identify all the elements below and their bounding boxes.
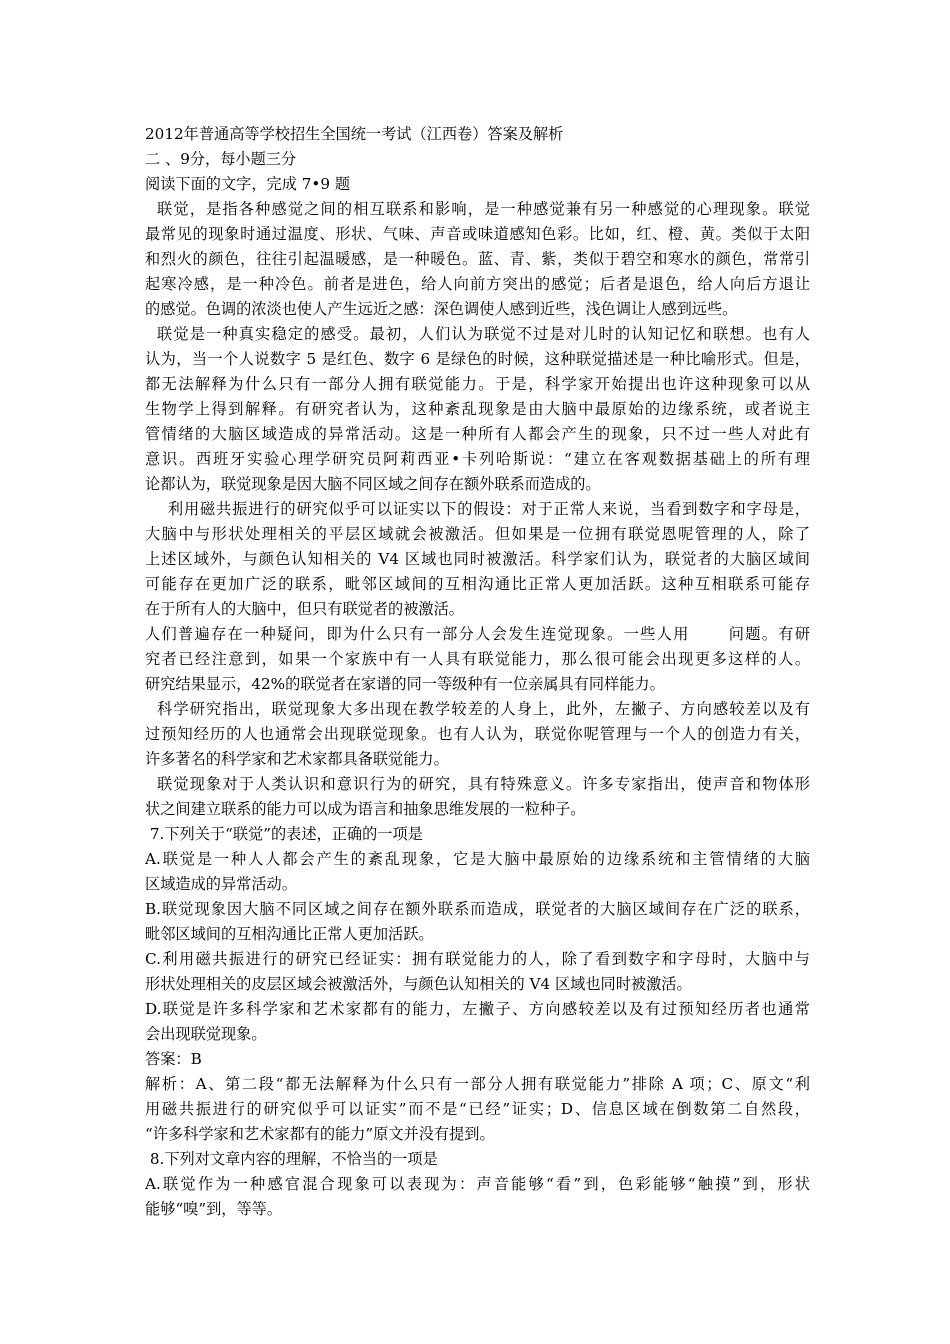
text-line: 最常见的现象时通过温度、形状、气味、声音或味道感知色彩。比如，红、橙、黄。类似于太阳 <box>145 225 810 243</box>
text-line: 会出现联觉现象。 <box>145 1025 267 1043</box>
text-line: “许多科学家和艺术家都有的能力”原文并没有提到。 <box>145 1125 495 1143</box>
text-line: B.联觉现象因大脑不同区域之间存在额外联系而造成，联觉者的大脑区域间存在广泛的联系， <box>145 900 810 918</box>
text-line: 7.下列关于“联觉”的表述，正确的一项是 <box>145 825 423 843</box>
text-line: 可能存在更加广泛的联系，毗邻区域间的互相沟通比正常人更加活跃。这种互相联系可能存 <box>145 575 810 593</box>
text-line: A.联觉作为一种感官混合现象可以表现为：声音能够“看”到，色彩能够“触摸”到，形状 <box>145 1175 810 1193</box>
text-line: 认为，当一个人说数字 5 是红色、数字 6 是绿色的时候，这种联觉描述是一种比喻形式。但是， <box>145 350 810 368</box>
text-line: 答案：B <box>145 1050 202 1068</box>
text-line: 许多著名的科学家和艺术家都具备联觉能力。 <box>145 750 449 768</box>
text-line: 研究结果显示，42%的联觉者在家谱的同一等级种有一位亲属具有同样能力。 <box>145 675 665 693</box>
text-line: 状之间建立联系的能力可以成为语言和抽象思维发展的一粒种子。 <box>145 800 586 818</box>
text-line: 在于所有人的大脑中，但只有联觉者的被激活。 <box>145 600 464 618</box>
text-line: 人们普遍存在一种疑问，即为什么只有一部分人会发生连觉现象。一些人用 问题。有研 <box>145 625 810 643</box>
text-line: 用磁共振进行的研究似乎可以证实”而不是“已经”证实；D、信息区域在倒数第二自然段， <box>145 1100 810 1118</box>
text-line: 阅读下面的文字，完成 7•9 题 <box>145 175 351 193</box>
text-line: 联觉现象对于人类认识和意识行为的研究，具有特殊意义。许多专家指出，使声音和物体形 <box>145 775 810 793</box>
text-line: 管情绪的大脑区域造成的异常活动。这是一种所有人都会产生的现象，只不过一些人对此有 <box>145 425 810 443</box>
text-line: 上述区域外，与颜色认知相关的 V4 区域也同时被激活。科学家们认为，联觉者的大脑区域间 <box>145 550 810 568</box>
text-line: 都无法解释为什么只有一部分人拥有联觉能力。于是，科学家开始提出也许这种现象可以从 <box>145 375 810 393</box>
text-line: 能够“嗅”到，等等。 <box>145 1200 283 1218</box>
text-line: 利用磁共振进行的研究似乎可以证实以下的假设：对于正常人来说，当看到数字和字母是， <box>145 500 810 518</box>
text-line: 过预知经历的人也通常会出现联觉现象。也有人认为，联觉你呢管理与一个人的创造力有关， <box>145 725 810 743</box>
text-line: 区域造成的异常活动。 <box>145 875 297 893</box>
text-line: 科学研究指出，联觉现象大多出现在教学较差的人身上，此外，左撇子、方向感较差以及有 <box>145 700 810 718</box>
text-line: 2012年普通高等学校招生全国统一考试（江西卷）答案及解析 <box>145 125 564 143</box>
text-line: 联觉，是指各种感觉之间的相互联系和影响，是一种感觉兼有另一种感觉的心理现象。联觉 <box>145 200 810 218</box>
text-line: C.利用磁共振进行的研究已经证实：拥有联觉能力的人，除了看到数字和字母时，大脑中与 <box>145 950 810 968</box>
text-line: 毗邻区域间的互相沟通比正常人更加活跃。 <box>145 925 434 943</box>
text-line: 论都认为，联觉现象是因大脑不同区域之间存在额外联系而造成的。 <box>145 475 601 493</box>
text-line: 8.下列对文章内容的理解，不恰当的一项是 <box>145 1150 438 1168</box>
text-line: 形状处理相关的皮层区域会被激活外，与颜色认知相关的 V4 区域也同时被激活。 <box>145 975 692 993</box>
text-line: A.联觉是一种人人都会产生的紊乱现象，它是大脑中最原始的边缘系统和主管情绪的大脑 <box>145 850 810 868</box>
text-line: 联觉是一种真实稳定的感受。最初，人们认为联觉不过是对儿时的认知记忆和联想。也有人 <box>145 325 810 343</box>
text-line: 意识。西班牙实验心理学研究员阿莉西亚•卡列哈斯说：“建立在客观数据基础上的所有理 <box>145 450 810 468</box>
text-line: 究者已经注意到，如果一个家族中有一人具有联觉能力，那么很可能会出现更多这样的人。 <box>145 650 810 668</box>
text-line: 和烈火的颜色，往往引起温暖感，是一种暖色。蓝、青、紫，类似于碧空和寒水的颜色，常常引 <box>145 250 810 268</box>
text-line: 解析：A、第二段“都无法解释为什么只有一部分人拥有联觉能力”排除 A 项；C、原文“利 <box>145 1075 810 1093</box>
text-line: 起寒冷感，是一种冷色。前者是进色，给人向前方突出的感觉；后者是退色，给人向后方退让 <box>145 275 810 293</box>
text-line: 生物学上得到解释。有研究者认为，这种紊乱现象是由大脑中最原始的边缘系统，或者说主 <box>145 400 810 418</box>
text-line: D.联觉是许多科学家和艺术家都有的能力，左撇子、方向感较差以及有过预知经历者也通常 <box>145 1000 810 1018</box>
text-line: 大脑中与形状处理相关的平层区域就会被激活。但如果是一位拥有联觉恩呢管理的人，除了 <box>145 525 810 543</box>
text-line: 二 、9分，每小题三分 <box>145 150 297 168</box>
document-page <box>145 122 810 1222</box>
text-line: 的感觉。色调的浓淡也使人产生远近之感：深色调使人感到近些，浅色调让人感到远些。 <box>145 300 738 318</box>
